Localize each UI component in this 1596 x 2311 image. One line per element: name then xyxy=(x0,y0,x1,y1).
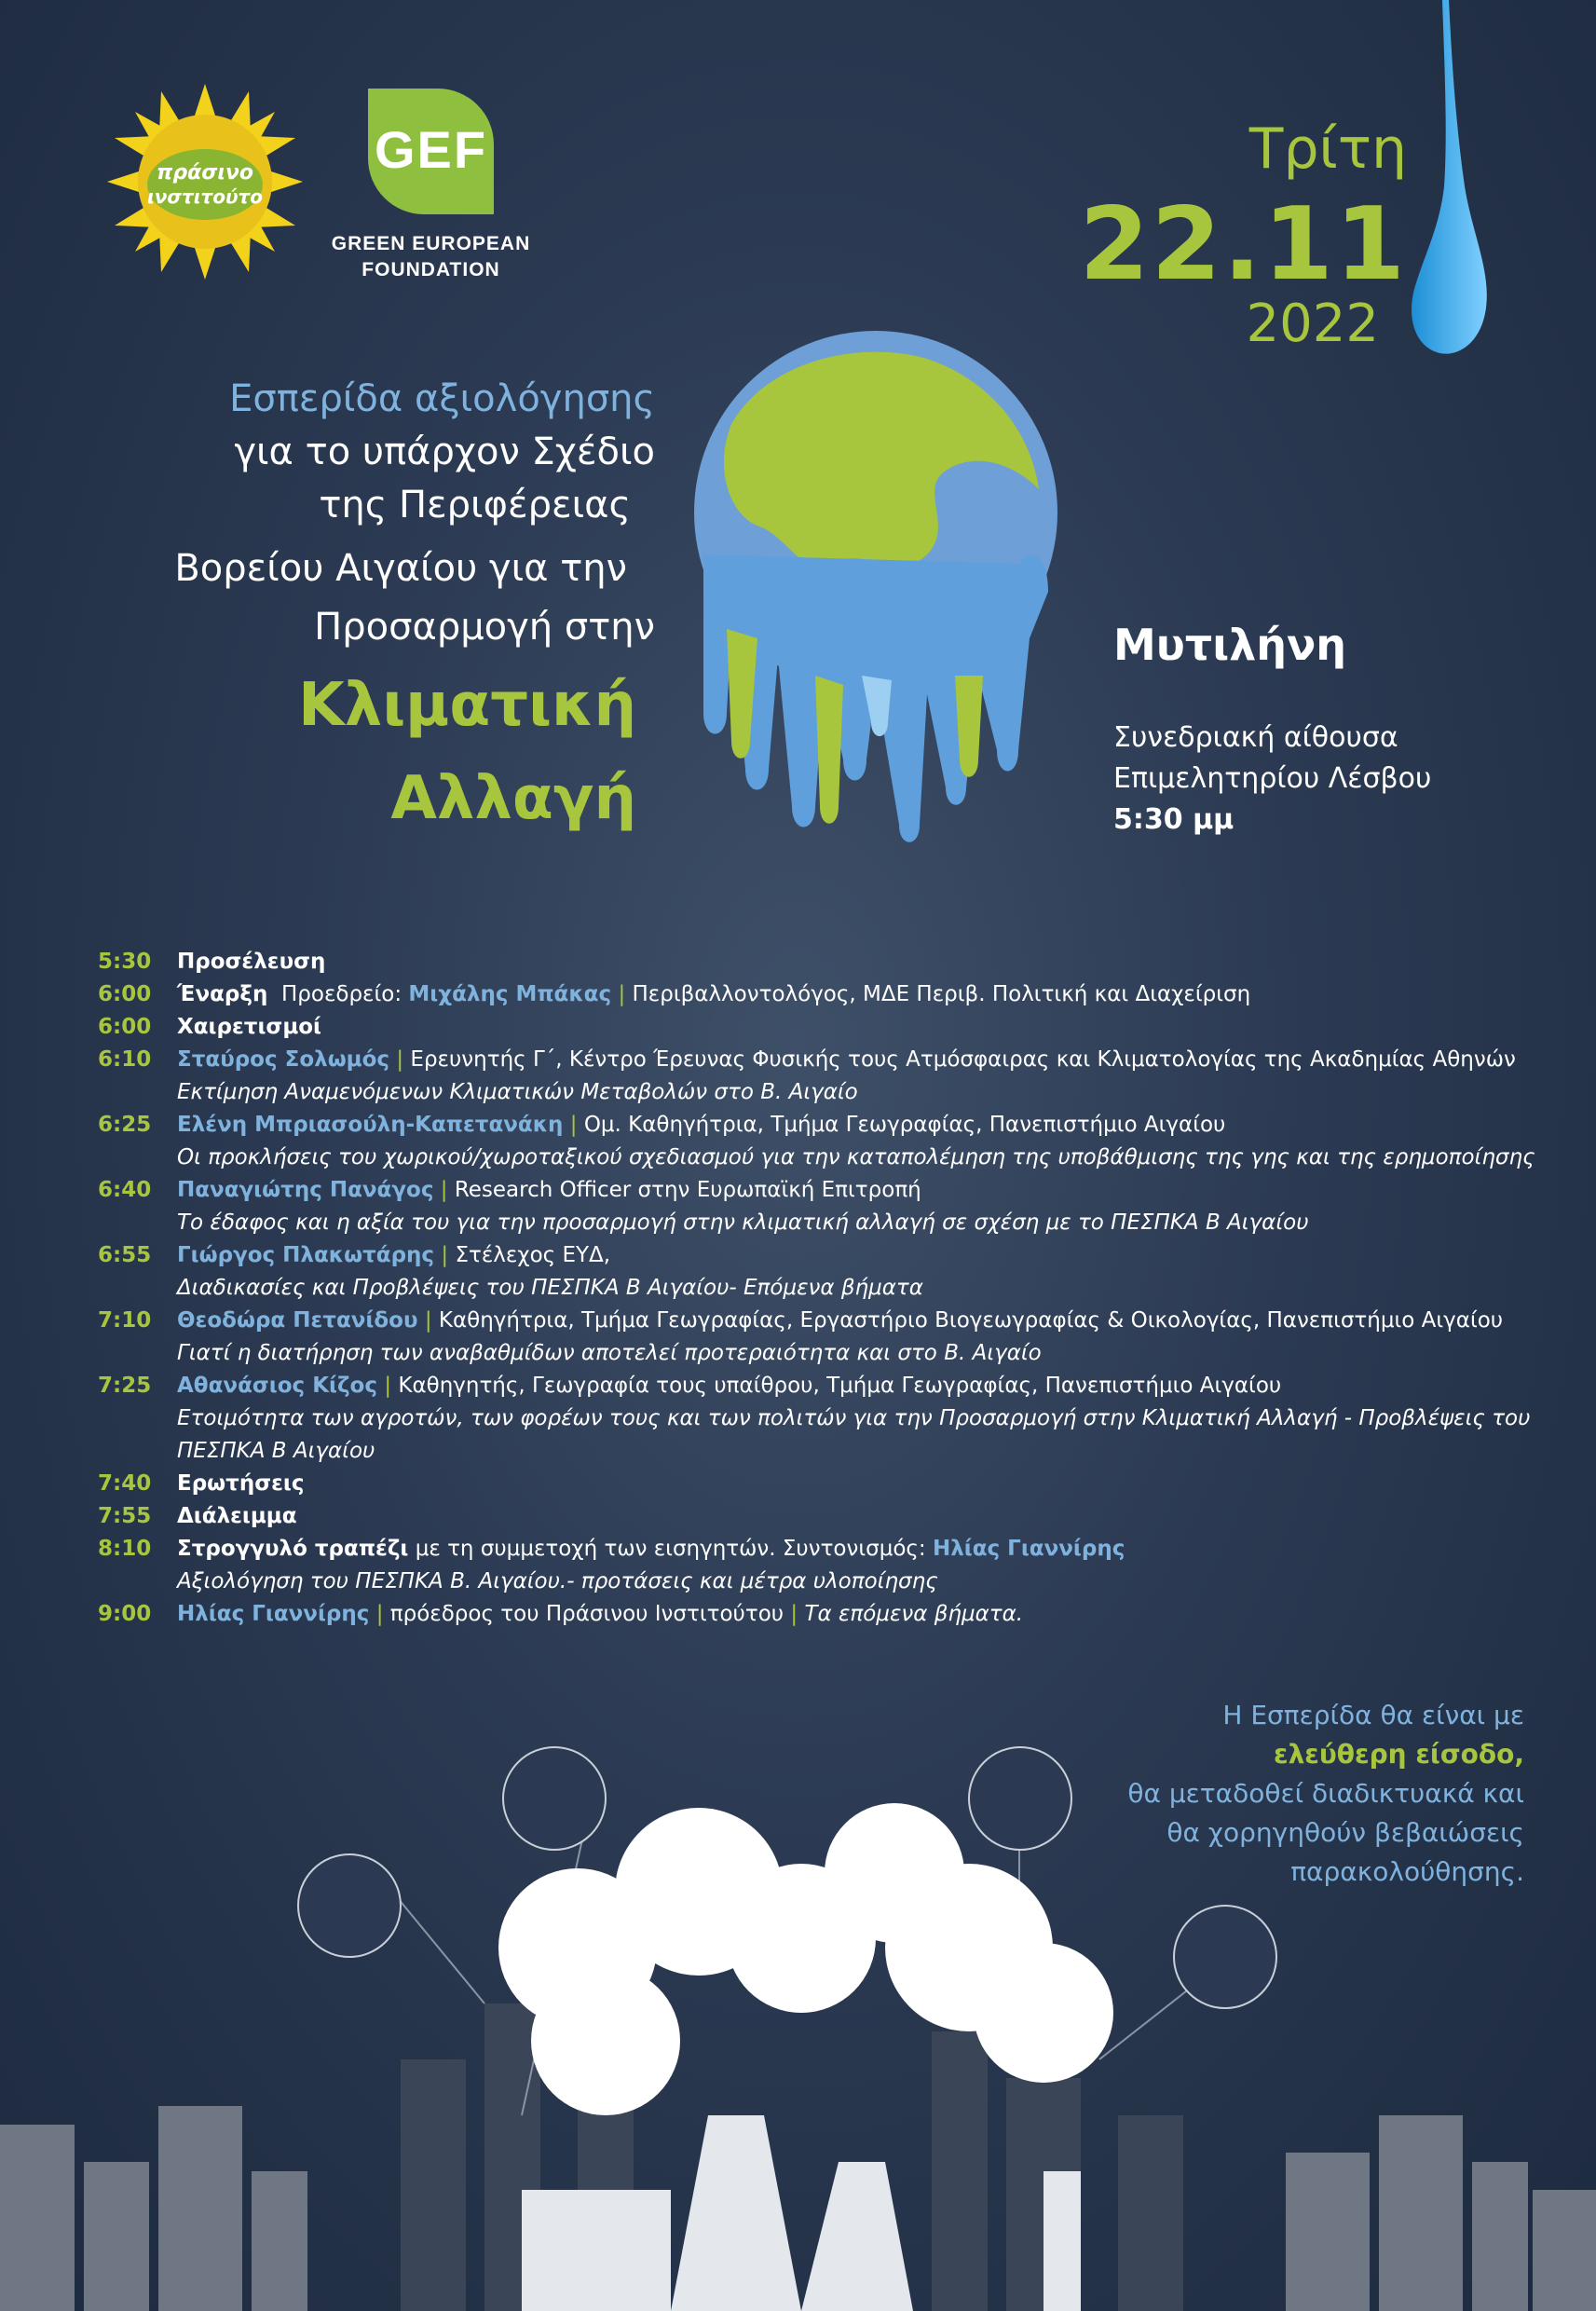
speaker-name: Γιώργος Πλακωτάρης xyxy=(177,1243,435,1267)
program-row xyxy=(98,1533,1551,1598)
logo-line2: ινστιτούτο xyxy=(146,185,264,208)
program-row: 7:25 Αθανάσιος Κίζος | Καθηγητής, Γεωγραφία τους υπαίθρου, Τμήμα Γεωγραφίας, Πανεπιστήμιο Αιγαίου Ετοιμότητα των αγροτών, των φορέων τους και των πολιτών για την Προσαρμογή στην Κλιματική Αλλαγή - Προβλέψεις του ΠΕΣΠΚΑ Β Αιγαίου xyxy=(98,1370,1551,1468)
speaker-role: Research Officer στην Ευρωπαϊκή Επιτροπή xyxy=(454,1178,921,1202)
program-label: Έναρξη xyxy=(177,982,268,1006)
info-line-4: θα χορηγηθούν βεβαιώσεις xyxy=(1166,1817,1524,1848)
program-rest: με τη συμμετοχή των εισηγητών. Συντονισμός: xyxy=(415,1537,926,1561)
speaker-name: Θεοδώρα Πετανίδου xyxy=(177,1308,418,1333)
program-row: 6:10 Σταύρος Σολωμός | Ερευνητής Γ΄, Κέντρο Έρευνας Φυσικής τους Ατμόσφαιρας και Κλιματολογίας της Ακαδημίας Αθηνών Εκτίμηση Αναμενόμενων Κλιματικών Μεταβολών στο Β. Αιγαίο xyxy=(98,1044,1551,1109)
program-time: 7:55 xyxy=(98,1504,152,1528)
car-icon xyxy=(298,1854,401,1957)
program-pre: Προεδρείο: xyxy=(280,982,402,1006)
program-label: Χαιρετισμοί xyxy=(177,1015,322,1039)
talk-topic-cont: ΠΕΣΠΚΑ Β Αιγαίου xyxy=(177,1439,375,1463)
event-day: Τρίτη xyxy=(1248,116,1407,182)
gef-name-line2: FOUNDATION xyxy=(361,259,500,280)
speaker-role: Περιβαλλοντολόγος, ΜΔΕ Περιβ. Πολιτική και Διαχείριση xyxy=(632,982,1251,1006)
info-line-2: ελεύθερη είσοδο, xyxy=(1274,1739,1524,1770)
speaker-name: Ελένη Μπριασούλη-Καπετανάκη xyxy=(177,1113,564,1137)
palm-tree-icon xyxy=(503,1747,606,1850)
title-line-2: για το υπάρχον Σχέδιο xyxy=(234,431,655,473)
program-time: 6:55 xyxy=(98,1243,152,1267)
melting-globe-icon xyxy=(675,321,1076,843)
program-time: 6:00 xyxy=(98,1015,152,1039)
program-row xyxy=(98,946,1551,978)
talk-topic: Διαδικασίες και Προβλέψεις του ΠΕΣΠΚΑ Β Αιγαίου- Επόμενα βήματα xyxy=(177,1276,923,1300)
talk-topic: Το έδαφος και η αξία του για την προσαρμογή στην κλιματική αλλαγή σε σχέση με το ΠΕΣΠΚΑ Β Αιγαίου xyxy=(177,1210,1309,1235)
program-time: 6:40 xyxy=(98,1178,152,1202)
program-row xyxy=(98,1468,1551,1500)
program-time: 7:10 xyxy=(98,1308,152,1333)
event-year: 2022 xyxy=(1246,294,1379,354)
program-row xyxy=(98,1011,1551,1044)
info-line-5: παρακολούθησης. xyxy=(1290,1856,1524,1887)
program-label: Διάλειμμα xyxy=(177,1504,297,1528)
speaker-name: Αθανάσιος Κίζος xyxy=(177,1374,377,1398)
info-line-3: θα μεταδοθεί διαδικτυακά και xyxy=(1127,1778,1524,1809)
speaker-role: Καθηγήτρια, Τμήμα Γεωγραφίας, Εργαστήριο Βιογεωγραφίας & Οικολογίας, Πανεπιστήμιο Αιγαίου xyxy=(438,1308,1504,1333)
title-line-1: Εσπερίδα αξιολόγησης xyxy=(229,377,655,420)
program-time: 6:10 xyxy=(98,1047,152,1072)
gef-name-line1: GREEN EUROPEAN xyxy=(331,233,531,254)
talk-topic: Τα επόμενα βήματα. xyxy=(804,1602,1024,1626)
program-label: Προσέλευση xyxy=(177,950,326,974)
program-row: 6:00 Έναρξη Προεδρείο: Μιχάλης Μπάκας | Περιβαλλοντολόγος, ΜΔΕ Περιβ. Πολιτική και Διαχείριση xyxy=(98,978,1551,1011)
venue-time: 5:30 μμ xyxy=(1113,803,1235,836)
gef-logo-text: GEF xyxy=(374,120,488,179)
program-time: 7:25 xyxy=(98,1374,152,1398)
speaker-role: Ερευνητής Γ΄, Κέντρο Έρευνας Φυσικής τους Ατμόσφαιρας και Κλιματολογίας της Ακαδημίας Αθηνών xyxy=(410,1047,1516,1072)
speaker-role: πρόεδρος του Πράσινου Ινστιτούτου xyxy=(389,1602,784,1626)
program-row: 7:10 Θεοδώρα Πετανίδου | Καθηγήτρια, Τμήμα Γεωγραφίας, Εργαστήριο Βιογεωγραφίας & Οικολογίας, Πανεπιστήμιο Αιγαίου Γιατί η διατήρηση των αναβαθμίδων αποτελεί προτεραιότητα και στο Β. Αιγαίο xyxy=(98,1305,1551,1370)
info-line-1: Η Εσπερίδα θα είναι με xyxy=(1222,1700,1524,1730)
venue-line-2: Επιμελητηρίου Λέσβου xyxy=(1113,762,1432,795)
logo-line1: πράσινο xyxy=(156,161,254,185)
talk-topic: Αξιολόγηση του ΠΕΣΠΚΑ Β. Αιγαίου.- προτάσεις και μέτρα υλοποίησης xyxy=(177,1569,938,1593)
talk-topic: Ετοιμότητα των αγροτών, των φορέων τους και των πολιτών για την Προσαρμογή στην Κλιματική Αλλαγή - Προβλέψεις του xyxy=(177,1406,1531,1430)
speaker-name: Μιχάλης Μπάκας xyxy=(408,982,612,1006)
title-green-line-2: Αλλαγή xyxy=(390,764,636,833)
program-label: Ερωτήσεις xyxy=(177,1471,305,1496)
prasino-institouto-logo xyxy=(107,84,303,280)
speaker-name: Ηλίας Γιαννίρης xyxy=(932,1537,1125,1561)
program-time: 6:25 xyxy=(98,1113,152,1137)
program-time: 5:30 xyxy=(98,950,152,974)
program-row: 6:40 Παναγιώτης Πανάγος | Research Officer στην Ευρωπαϊκή Επιτροπή Το έδαφος και η αξία του για την προσαρμογή στην κλιματική αλλαγή σε σχέση με το ΠΕΣΠΚΑ Β Αιγαίου xyxy=(98,1174,1551,1239)
program-row xyxy=(98,1500,1551,1533)
speaker-role: Καθηγητής, Γεωγραφία τους υπαίθρου, Τμήμα Γεωγραφίας, Πανεπιστήμιο Αιγαίου xyxy=(398,1374,1282,1398)
program-row: 6:25 Ελένη Μπριασούλη-Καπετανάκη | Ομ. Καθηγήτρια, Τμήμα Γεωγραφίας, Πανεπιστήμιο Αιγαίου Οι προκλήσεις του χωρικού/χωροταξικού σχεδιασμού για την καταπολέμηση της υποβάθμισης της γης και της ερημοποίησης xyxy=(98,1109,1551,1174)
title-line-4: Βορείου Αιγαίου για την xyxy=(174,547,627,590)
gef-name xyxy=(317,231,545,283)
piggy-bank-icon xyxy=(1174,1906,1276,2008)
program-row: 6:55 Γιώργος Πλακωτάρης | Στέλεχος ΕΥΔ, Διαδικασίες και Προβλέψεις του ΠΕΣΠΚΑ Β Αιγαίου- Επόμενα βήματα xyxy=(98,1239,1551,1305)
factory-icon xyxy=(969,1747,1071,1850)
speaker-name: Ηλίας Γιαννίρης xyxy=(177,1602,370,1626)
title-line-3: της Περιφέρειας xyxy=(319,484,631,526)
program-row: 9:00 Ηλίας Γιαννίρης | πρόεδρος του Πράσινου Ινστιτούτου | Τα επόμενα βήματα. xyxy=(98,1598,1551,1631)
speaker-role: Ομ. Καθηγήτρια, Τμήμα Γεωγραφίας, Πανεπιστήμιο Αιγαίου xyxy=(583,1113,1226,1137)
venue-city: Μυτιλήνη xyxy=(1113,620,1347,670)
title-green-line-1: Κλιματική xyxy=(298,671,636,740)
city-pollution-illustration xyxy=(0,1724,1596,2311)
program-label: Στρογγυλό τραπέζι xyxy=(177,1537,409,1561)
talk-topic: Εκτίμηση Αναμενόμενων Κλιματικών Μεταβολών στο Β. Αιγαίο xyxy=(177,1080,858,1104)
venue-line-1: Συνεδριακή αίθουσα xyxy=(1113,721,1398,754)
program-time: 7:40 xyxy=(98,1471,152,1496)
program-time: 9:00 xyxy=(98,1602,152,1626)
talk-topic: Γιατί η διατήρηση των αναβαθμίδων αποτελεί προτεραιότητα και στο Β. Αιγαίο xyxy=(177,1341,1042,1365)
title-line-5: Προσαρμογή στην xyxy=(314,606,655,649)
speaker-role: Στέλεχος ΕΥΔ, xyxy=(455,1243,611,1267)
program-list xyxy=(98,946,1551,1631)
event-date: 22.11 xyxy=(1079,186,1407,303)
program-time: 8:10 xyxy=(98,1537,152,1561)
speaker-name: Σταύρος Σολωμός xyxy=(177,1047,390,1072)
program-time: 6:00 xyxy=(98,982,152,1006)
talk-topic: Οι προκλήσεις του χωρικού/χωροταξικού σχεδιασμού για την καταπολέμηση της υποβάθμισης της γης και της ερημοποίησης xyxy=(177,1145,1535,1169)
water-drop-icon xyxy=(1398,0,1491,363)
speaker-name: Παναγιώτης Πανάγος xyxy=(177,1178,434,1202)
